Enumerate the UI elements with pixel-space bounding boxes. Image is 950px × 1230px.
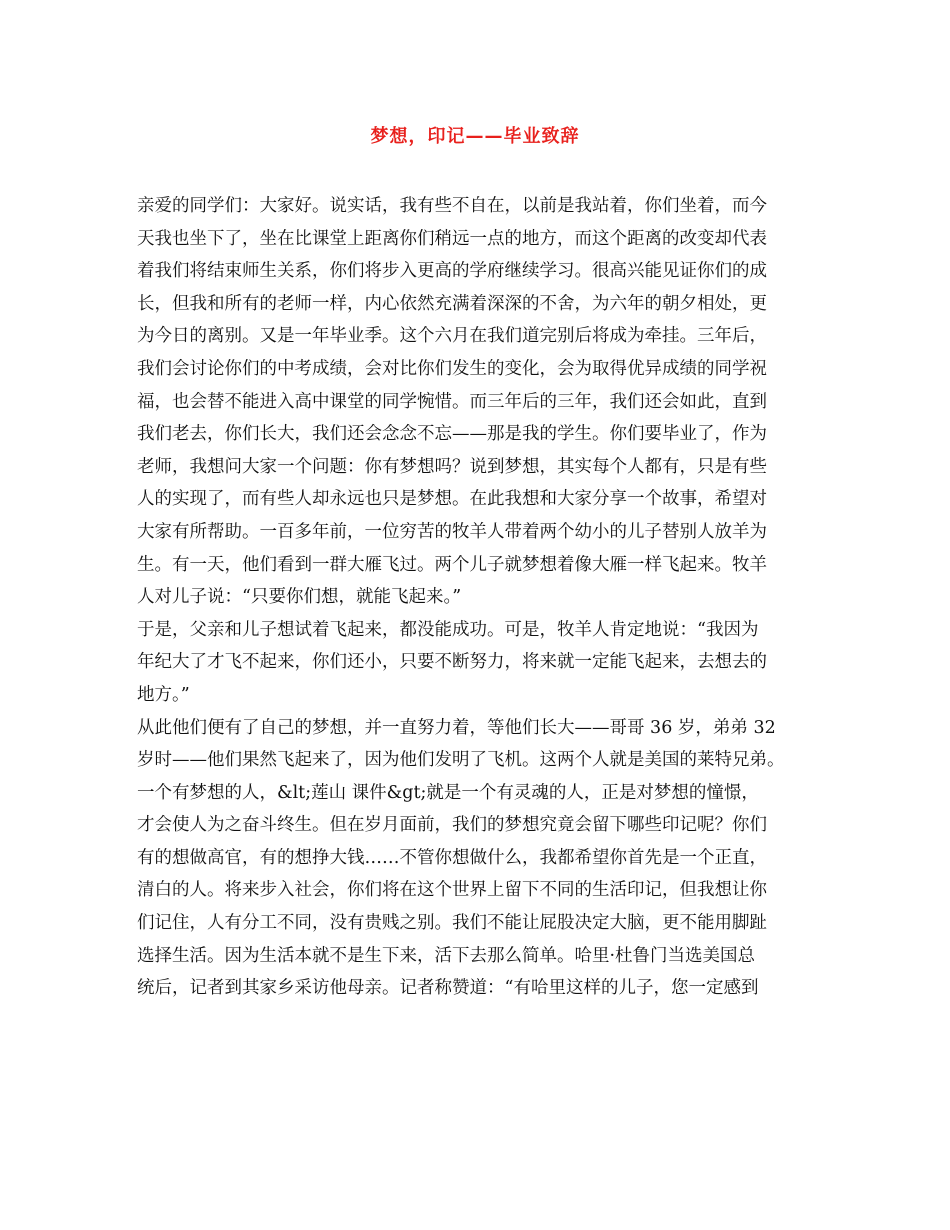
text-line: 亲爱的同学们：大家好。说实话，我有些不自在，以前是我站着，你们坐着，而今 <box>137 196 767 216</box>
text-line: 才会使人为之奋斗终生。但在岁月面前，我们的梦想究竟会留下哪些印记呢？你们 <box>137 815 767 836</box>
text-line: 统后，记者到其家乡采访他母亲。记者称赞道：“有哈里这样的儿子，您一定感到 <box>137 978 759 999</box>
text-line: 人的实现了，而有些人却永远也只是梦想。在此我想和大家分享一个故事，希望对 <box>137 489 767 510</box>
text-line: 老师，我想问大家一个问题：你有梦想吗？说到梦想，其实每个人都有，只是有些 <box>137 456 767 477</box>
text-line: 岁时——他们果然飞起来了，因为他们发明了飞机。这两个人就是美国的莱特兄弟。 <box>137 750 785 771</box>
text-line: 我们老去，你们长大，我们还会念念不忘——那是我的学生。你们要毕业了，作为 <box>137 424 767 445</box>
text-line: 我们会讨论你们的中考成绩，会对比你们发生的变化，会为取得优异成绩的同学祝 <box>137 358 767 379</box>
text-line: 选择生活。因为生活本就不是生下来，活下去那么简单。哈里·杜鲁门当选美国总 <box>137 945 756 966</box>
document-title: 梦想，印记——毕业致辞 <box>370 126 580 147</box>
text-line: 生。有一天，他们看到一群大雁飞过。两个儿子就梦想着像大雁一样飞起来。牧羊 <box>137 554 767 575</box>
text-line: 有的想做高官，有的想挣大钱……不管你想做什么，我都希望你首先是一个正直， <box>137 847 767 868</box>
text-line: 天我也坐下了，坐在比课堂上距离你们稍远一点的地方，而这个距离的改变却代表 <box>137 228 767 249</box>
text-line: 着我们将结束师生关系，你们将步入更高的学府继续学习。很高兴能见证你们的成 <box>137 261 767 282</box>
text-line: 一个有梦想的人，&lt;莲山 课件&gt;就是一个有灵魂的人，正是对梦想的憧憬， <box>137 782 759 803</box>
document-body <box>137 190 827 1005</box>
text-line: 地方。” <box>137 684 190 705</box>
text-line: 大家有所帮助。一百多年前，一位穷苦的牧羊人带着两个幼小的儿子替别人放羊为 <box>137 521 767 542</box>
text-line: 于是，父亲和儿子想试着飞起来，都没能成功。可是，牧羊人肯定地说：“我因为 <box>137 619 759 640</box>
text-line: 们记住，人有分工不同，没有贵贱之别。我们不能让屁股决定大脑，更不能用脚趾 <box>137 913 767 934</box>
text-line: 福，也会替不能进入高中课堂的同学惋惜。而三年后的三年，我们还会如此，直到 <box>137 391 767 412</box>
text-line: 从此他们便有了自己的梦想，并一直努力着，等他们长大——哥哥 36 岁，弟弟 32 <box>137 717 776 738</box>
text-line: 长，但我和所有的老师一样，内心依然充满着深深的不舍，为六年的朝夕相处，更 <box>137 293 767 314</box>
text-line: 为今日的离别。又是一年毕业季。这个六月在我们道完别后将成为牵挂。三年后， <box>137 326 767 347</box>
text-line: 年纪大了才飞不起来，你们还小，只要不断努力，将来就一定能飞起来，去想去的 <box>137 652 767 673</box>
text-line: 清白的人。将来步入社会，你们将在这个世界上留下不同的生活印记，但我想让你 <box>137 880 767 901</box>
text-line: 人对儿子说：“只要你们想，就能飞起来。” <box>137 587 462 608</box>
